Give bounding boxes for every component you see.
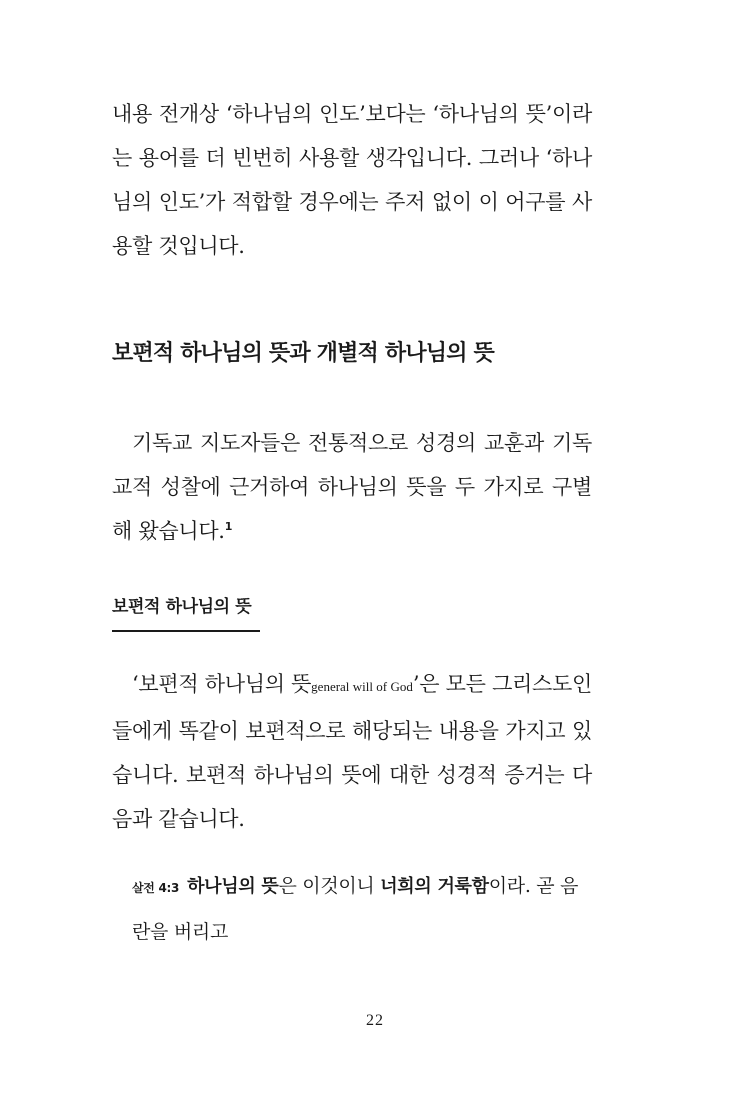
subsection-heading: 보편적 하나님의 뜻: [112, 597, 252, 617]
general-will-term: ‘보편적 하나님의 뜻: [132, 672, 312, 696]
verse-emphasis-2: 너희의 거룩함: [380, 876, 489, 897]
verse-text-2: 이라. 곧 음란을 버리고: [132, 875, 579, 943]
traditions-text: 기독교 지도자들은 전통적으로 성경의 교훈과 기독교적 성찰에 근거하여 하나님의 뜻을 두 가지로 구별해 왔습니다.: [112, 431, 592, 543]
subsection-underline: [112, 630, 260, 632]
body-paragraph-traditions: [112, 421, 592, 553]
scripture-quote: [132, 864, 592, 954]
general-will-text: ’은 모든 그리스도인들에게 똑같이 보편적으로 해당되는 내용을 가지고 있습니다. 보편적 하나님의 뜻에 대한 성경적 증거는 다음과 같습니다.: [112, 672, 593, 831]
body-paragraph-general-will: [112, 662, 592, 841]
verse-text-1: 은 이것이니: [278, 875, 381, 897]
footnote-marker[interactable]: 1: [224, 520, 233, 533]
page-number: 22: [366, 1012, 384, 1029]
section-heading: 보편적 하나님의 뜻과 개별적 하나님의 뜻: [112, 341, 494, 366]
intro-paragraph: 내용 전개상 ‘하나님의 인도’보다는 ‘하나님의 뜻’이라는 용어를 더 빈번히 사용할 생각입니다. 그러나 ‘하나님의 인도’가 적합할 경우에는 주저 없이 이 어구를 사용할 것입니다.: [112, 102, 592, 258]
scripture-reference: 살전 4:3: [132, 881, 180, 895]
english-term: general will of God: [311, 679, 413, 694]
verse-emphasis-1: 하나님의 뜻: [187, 876, 279, 897]
